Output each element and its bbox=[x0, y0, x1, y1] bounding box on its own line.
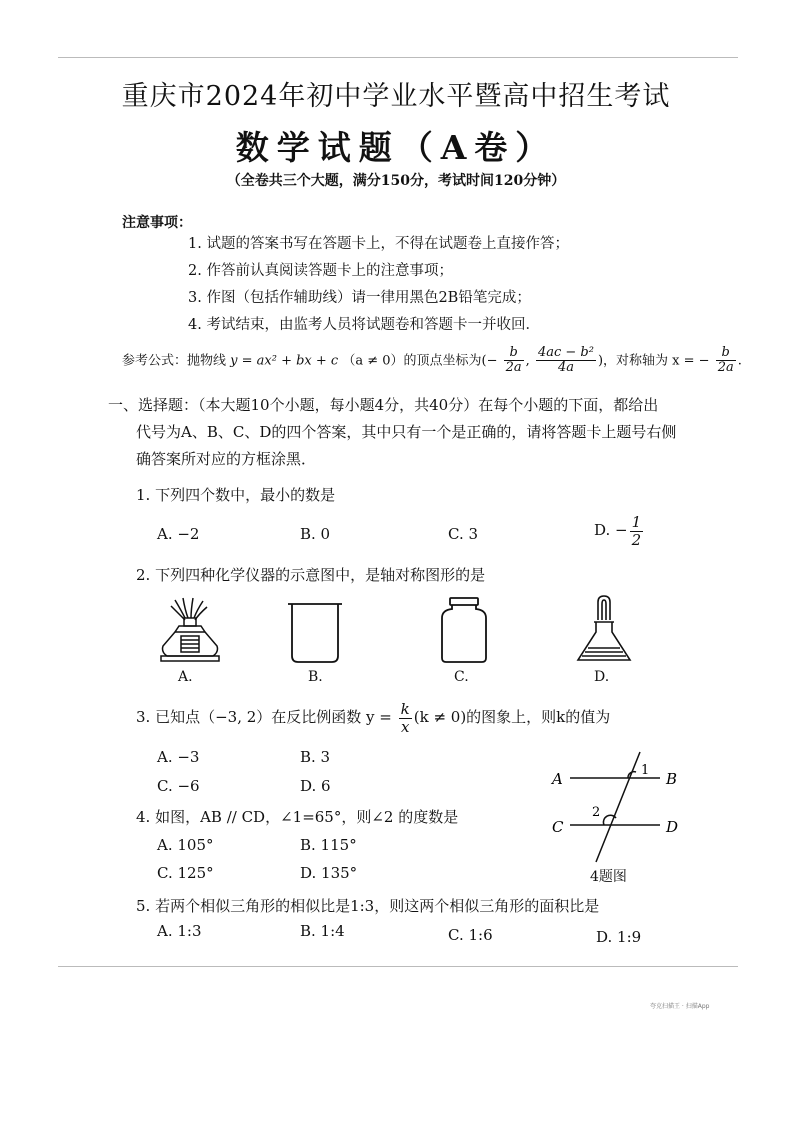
paper-title: 数学试题（A卷） bbox=[235, 128, 557, 167]
option-a: A. 1:3 bbox=[157, 922, 202, 940]
figure-label-b: B. bbox=[308, 669, 323, 685]
label-a: A bbox=[552, 770, 563, 788]
section-instructions: 一、选择题：（本大题10个小题，每小题4分，共40分）在每个小题的下面，都给出 bbox=[108, 396, 659, 414]
label-b: B bbox=[666, 770, 678, 788]
option-c: C. 125° bbox=[157, 864, 214, 882]
angle-2-label: 2 bbox=[592, 805, 601, 820]
note-item: 1. 试题的答案书写在答题卡上，不得在试题卷上直接作答； bbox=[188, 236, 569, 252]
option-a: A. −3 bbox=[157, 748, 200, 766]
figure-caption: 4题图 bbox=[590, 869, 627, 885]
option-d: D. − $\frac{1}{2}$ bbox=[594, 513, 642, 549]
section-instructions: 确答案所对应的方框涂黑． bbox=[136, 450, 317, 468]
notes-heading: 注意事项： bbox=[122, 215, 192, 231]
option-b: B. 1:4 bbox=[300, 922, 345, 940]
option-b: B. 0 bbox=[300, 525, 331, 543]
fraction: $\frac{b}{2a}$ bbox=[505, 345, 522, 376]
reference-formula: 参考公式：抛物线 y = ax² + bx + c （a ≠ 0）的顶点坐标为(− $\frac{b}{2a}$ , $\frac{\text{4ac − b²}}{4a}$ )，对称轴为 x = − $\frac{b}{2a}$ . bbox=[122, 345, 742, 376]
option-d: D. 135° bbox=[300, 864, 358, 882]
option-c: C. −6 bbox=[157, 777, 200, 795]
option-d: D. 1:9 bbox=[596, 928, 642, 946]
option-c: C. 1:6 bbox=[448, 926, 493, 944]
alcohol-lamp-figure bbox=[155, 596, 225, 666]
fraction: $\frac{1}{2}$ bbox=[631, 513, 642, 549]
parabola-equation: y = ax² + bx + c bbox=[230, 353, 339, 369]
exam-subtitle: （全卷共三个大题，满分150分，考试时间120分钟） bbox=[226, 173, 566, 189]
figure-label-d: D. bbox=[594, 669, 610, 685]
fraction: $\frac{\text{4ac − b²}}{4a}$ bbox=[537, 345, 594, 376]
fraction: $\frac{k}{x}$ bbox=[400, 700, 410, 736]
question-4-stem: 4. 如图，AB // CD，∠1=65°，则∠2 的度数是 bbox=[136, 808, 459, 826]
option-d: D. 6 bbox=[300, 777, 331, 795]
option-a: A. −2 bbox=[157, 525, 200, 543]
label-c: C bbox=[552, 818, 564, 836]
flask-figure bbox=[574, 592, 634, 666]
figure-label-a: A. bbox=[178, 669, 193, 685]
beaker-figure bbox=[286, 602, 344, 664]
section-instructions: 代号为A、B、C、D的四个答案，其中只有一个是正确的，请将答题卡上题号右侧 bbox=[136, 423, 677, 441]
scanner-watermark: 夸克扫描王 · 扫描App bbox=[650, 1003, 710, 1010]
label-d: D bbox=[666, 818, 679, 836]
option-b: B. 115° bbox=[300, 836, 357, 854]
option-b: B. 3 bbox=[300, 748, 331, 766]
note-item: 4. 考试结束，由监考人员将试题卷和答题卡一并收回． bbox=[188, 317, 540, 333]
option-a: A. 105° bbox=[157, 836, 214, 854]
fraction: $\frac{b}{2a}$ bbox=[717, 345, 734, 376]
question-2-stem: 2. 下列四种化学仪器的示意图中，是轴对称图形的是 bbox=[136, 566, 486, 584]
exam-title: 重庆市2024年初中学业水平暨高中招生考试 bbox=[121, 81, 671, 112]
question-3-stem: 3. 已知点（−3, 2）在反比例函数 y = $\frac{k}{x}$ (k ≠ 0)的图象上，则k的值为 bbox=[136, 700, 611, 736]
question-1-stem: 1. 下列四个数中，最小的数是 bbox=[136, 486, 336, 504]
question-5-stem: 5. 若两个相似三角形的相似比是1:3，则这两个相似三角形的面积比是 bbox=[136, 897, 600, 915]
angle-1-label: 1 bbox=[641, 763, 650, 778]
jar-figure bbox=[438, 596, 490, 664]
figure-label-c: C. bbox=[454, 669, 469, 685]
option-c: C. 3 bbox=[448, 525, 479, 543]
note-item: 2. 作答前认真阅读答题卡上的注意事项； bbox=[188, 263, 453, 279]
note-item: 3. 作图（包括作辅助线）请一律用黑色2B铅笔完成； bbox=[188, 290, 531, 306]
bottom-rule bbox=[58, 966, 738, 967]
parallel-lines-figure bbox=[548, 748, 688, 868]
top-rule bbox=[58, 57, 738, 58]
